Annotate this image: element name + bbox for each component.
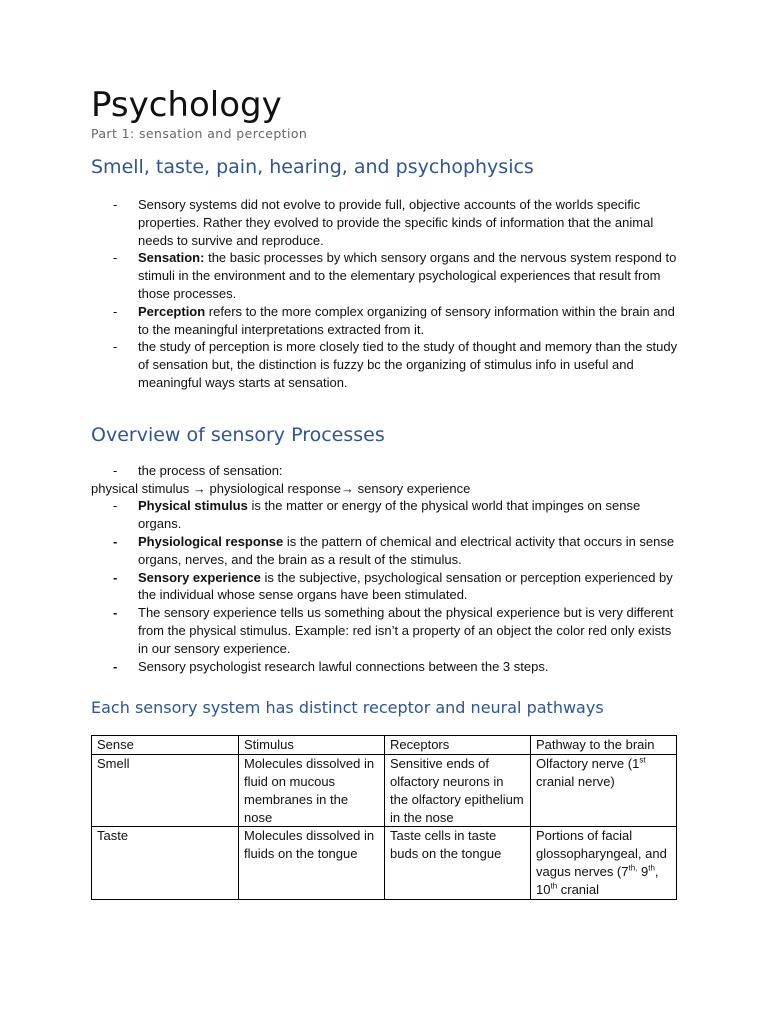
dash-bullet-icon: - [113,569,118,585]
table-header-row [92,736,677,755]
table-header-cell: Stimulus [239,736,385,755]
term-physiological-response: Physiological response [138,533,284,549]
list-item: - Sensory systems did not evolve to provide full, objective accounts of the worlds specific properties. Rather they evolved to provide the specific kinds of information that the animal needs to survive and reproduce. [113,197,654,248]
dash-bullet-icon: - [113,605,118,621]
table-cell-stimulus: Molecules dissolved in fluid on mucous membranes in the nose [239,755,385,827]
term-sensation: Sensation: [138,250,205,266]
list-item: - Physical stimulus is the matter or energy of the physical world that impinges on sense organs. [113,498,641,532]
dash-bullet-icon: - [113,498,118,514]
section2-intro-list [91,462,681,480]
list-item: - Perception refers to the more complex organizing of sensory information within the brain and to the meaningful interpretations extracted from it. [113,303,675,337]
arrow-right-icon: → [341,480,355,496]
table-row [92,755,677,827]
document-page [91,86,681,900]
section2-bullet-list [91,497,681,675]
term-sensory-experience: Sensory experience [138,569,261,585]
dash-bullet-icon: - [113,303,118,319]
dash-bullet-icon: - [113,533,118,549]
section-heading-receptors: Each sensory system has distinct receptor and neural pathways [91,698,604,718]
list-item: - Physiological response is the pattern of chemical and electrical activity that occurs in sense organs, nerves, and the brain as a result of the stimulus. [113,533,675,567]
list-item: - Sensory experience is the subjective, psychological sensation or perception experienced by the individual whose sense organs have been stimulated. [113,569,673,603]
table-cell-stimulus: Molecules dissolved in fluids on the tongue [239,827,385,899]
sensory-systems-table [91,735,677,899]
table-cell-sense: Taste [92,827,239,899]
table-row [92,827,677,899]
dash-bullet-icon: - [113,658,118,674]
dash-bullet-icon: - [113,339,118,355]
section1-bullet-list [91,196,681,392]
list-item: - Sensation: the basic processes by which sensory organs and the nervous system respond to stimuli in the environment and to the elementary psychological experiences that result from those processes. [113,250,677,301]
table-cell-receptors: Taste cells in taste buds on the tongue [385,827,531,899]
dash-bullet-icon: - [113,197,118,212]
section-heading-overview: Overview of sensory Processes [91,423,385,446]
table-cell-receptors: Sensitive ends of olfactory neurons in the olfactory epithelium in the nose [385,755,531,827]
dash-bullet-icon: - [113,250,118,266]
dash-bullet-icon: - [113,462,118,478]
table-header-cell: Pathway to the brain [531,736,677,755]
table-header-cell: Receptors [385,736,531,755]
list-item: - the process of sensation: [113,462,283,478]
document-subtitle: Part 1: sensation and perception [91,126,308,141]
table-cell-sense: Smell [92,755,239,827]
list-item: - the study of perception is more closely tied to the study of thought and memory than the study of sensation but, the distinction is fuzzy bc the organizing of stimulus info in useful and meaningful ways starts at sensation. [113,339,678,390]
list-item: - The sensory experience tells us something about the physical experience but is very different from the physical stimulus. Example: red isn’t a property of an object the color red only exists in our sensory experience. [113,605,674,656]
term-perception: Perception [138,303,206,319]
table-cell-pathway: Portions of facial glossopharyngeal, and vagus nerves ($7^{th,}$ 9th, 10th cranial [531,827,677,899]
term-physical-stimulus: Physical stimulus [138,498,248,514]
sensation-flow-line: physical stimulus → physiological response→ sensory experience [91,480,471,496]
list-item: - Sensory psychologist research lawful connections between the 3 steps. [113,658,549,674]
arrow-right-icon: → [192,480,206,496]
table-header-cell: Sense [92,736,239,755]
document-title: Psychology [91,85,282,125]
table-cell-pathway: Olfactory nerve (1st cranial nerve) [531,755,677,827]
section-heading-smell-taste: Smell, taste, pain, hearing, and psychophysics [91,156,534,178]
